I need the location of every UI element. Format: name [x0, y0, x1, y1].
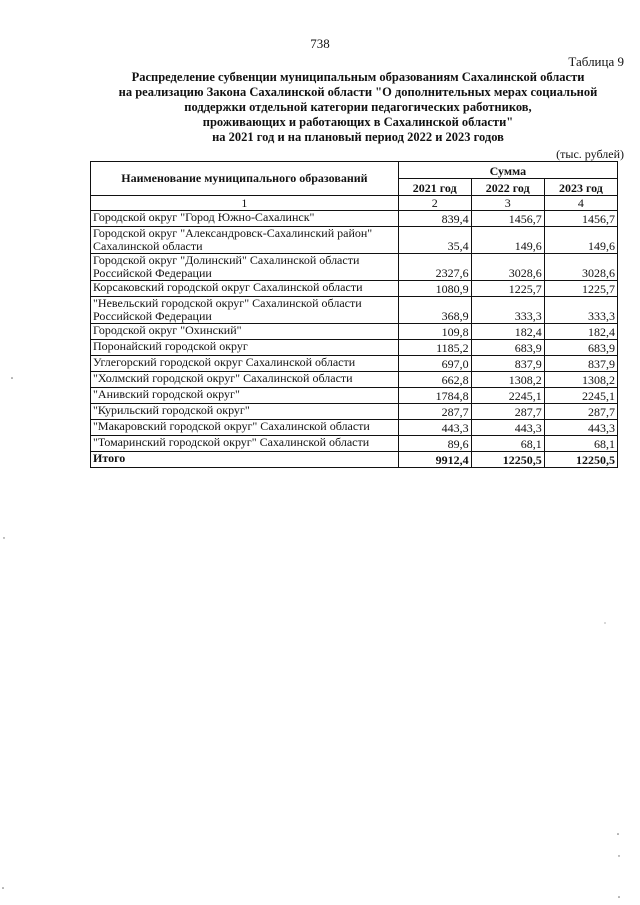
table-row	[91, 388, 618, 404]
value-2022: 3028,6	[471, 254, 544, 281]
value-2023: 182,4	[544, 324, 617, 340]
title-line: на 2021 год и на плановый период 2022 и 2023 годов	[212, 130, 504, 144]
value-2022: 1225,7	[471, 281, 544, 297]
table-row	[91, 340, 618, 356]
units-label: (тыс. рублей)	[556, 147, 624, 161]
value-2023: 683,9	[544, 340, 617, 356]
value-2023: 1225,7	[544, 281, 617, 297]
value-2023: 287,7	[544, 404, 617, 420]
value-2022: 683,9	[471, 340, 544, 356]
title-line: проживающих и работающих в Сахалинской области"	[202, 115, 514, 129]
value-2022: 1308,2	[471, 372, 544, 388]
index-cell: 3	[471, 196, 544, 211]
table-row	[91, 356, 618, 372]
value-2021: 662,8	[398, 372, 471, 388]
title-line: поддержки отдельной категории педагогических работников,	[184, 100, 532, 114]
header-year-2023: 2023 год	[544, 179, 617, 196]
value-2023: 333,3	[544, 297, 617, 324]
value-2021: 1784,8	[398, 388, 471, 404]
total-label: Итого	[91, 452, 399, 468]
value-2023: 1456,7	[544, 211, 617, 227]
value-2021: 35,4	[398, 227, 471, 254]
value-2023: 837,9	[544, 356, 617, 372]
value-2021: 2327,6	[398, 254, 471, 281]
value-2023: 1308,2	[544, 372, 617, 388]
table-row	[91, 211, 618, 227]
row-name: Углегорский городской округ Сахалинской области	[91, 356, 399, 372]
value-2021: 1185,2	[398, 340, 471, 356]
row-name: Городской округ "Долинский" Сахалинской области Российской Федерации	[91, 254, 399, 281]
row-name: Городской округ "Александровск-Сахалинский район" Сахалинской области	[91, 227, 399, 254]
value-2023: 3028,6	[544, 254, 617, 281]
table-row	[91, 281, 618, 297]
title-line: на реализацию Закона Сахалинской области "О дополнительных мерах социальной	[118, 85, 598, 99]
row-name: "Анивский городской округ"	[91, 388, 399, 404]
table-row	[91, 404, 618, 420]
table-row	[91, 372, 618, 388]
header-year-2021: 2021 год	[398, 179, 471, 196]
value-2023: 443,3	[544, 420, 617, 436]
total-2023: 12250,5	[544, 452, 617, 468]
value-2022: 149,6	[471, 227, 544, 254]
total-row	[91, 452, 618, 468]
value-2021: 443,3	[398, 420, 471, 436]
row-name: "Томаринский городской округ" Сахалинской области	[91, 436, 399, 452]
value-2022: 2245,1	[471, 388, 544, 404]
row-name: "Холмский городской округ" Сахалинской области	[91, 372, 399, 388]
value-2023: 149,6	[544, 227, 617, 254]
value-2021: 89,6	[398, 436, 471, 452]
row-name: "Невельский городской округ" Сахалинской области Российской Федерации	[91, 297, 399, 324]
index-cell: 2	[398, 196, 471, 211]
value-2022: 333,3	[471, 297, 544, 324]
table-row	[91, 227, 618, 254]
page-number: 738	[310, 36, 330, 51]
value-2021: 109,8	[398, 324, 471, 340]
document-title	[88, 70, 628, 145]
table-row	[91, 436, 618, 452]
table-label: Таблица 9	[568, 54, 624, 69]
index-cell: 4	[544, 196, 617, 211]
header-sum: Сумма	[398, 162, 617, 179]
table-row	[91, 254, 618, 281]
value-2021: 1080,9	[398, 281, 471, 297]
row-name: Корсаковский городской округ Сахалинской области	[91, 281, 399, 297]
header-year-2022: 2022 год	[471, 179, 544, 196]
subvention-table	[90, 161, 618, 468]
row-name: "Макаровский городской округ" Сахалинской области	[91, 420, 399, 436]
value-2022: 287,7	[471, 404, 544, 420]
header-name: Наименование муниципального образований	[91, 162, 399, 196]
row-name: Городской округ "Город Южно-Сахалинск"	[91, 211, 399, 227]
value-2023: 68,1	[544, 436, 617, 452]
index-cell: 1	[91, 196, 399, 211]
row-name: "Курильский городской округ"	[91, 404, 399, 420]
value-2021: 287,7	[398, 404, 471, 420]
total-2021: 9912,4	[398, 452, 471, 468]
table-row	[91, 324, 618, 340]
row-name: Городской округ "Охинский"	[91, 324, 399, 340]
value-2021: 839,4	[398, 211, 471, 227]
total-2022: 12250,5	[471, 452, 544, 468]
value-2022: 1456,7	[471, 211, 544, 227]
table-row	[91, 297, 618, 324]
value-2022: 182,4	[471, 324, 544, 340]
value-2022: 443,3	[471, 420, 544, 436]
value-2022: 837,9	[471, 356, 544, 372]
value-2023: 2245,1	[544, 388, 617, 404]
table-row	[91, 420, 618, 436]
value-2021: 697,0	[398, 356, 471, 372]
row-name: Поронайский городской округ	[91, 340, 399, 356]
value-2021: 368,9	[398, 297, 471, 324]
value-2022: 68,1	[471, 436, 544, 452]
title-line: Распределение субвенции муниципальным образованиям Сахалинской области	[131, 70, 585, 84]
